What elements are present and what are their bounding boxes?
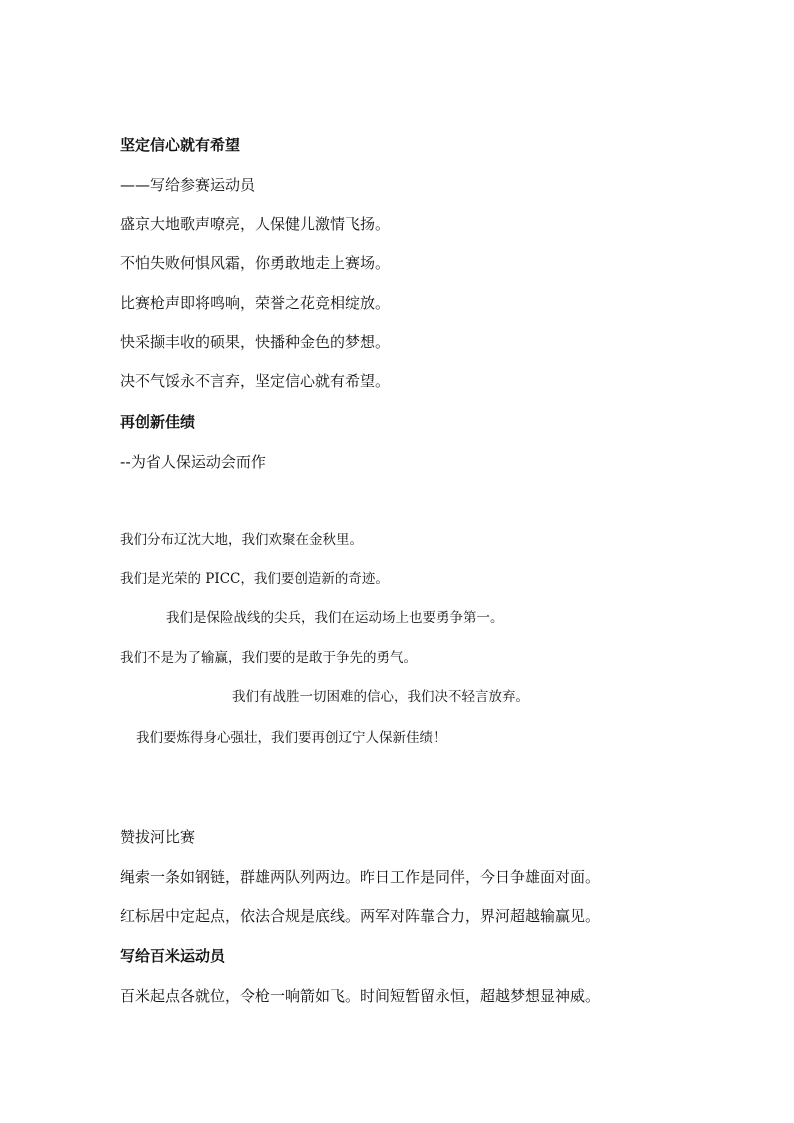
poem1-line: 不怕失败何惧风霜，你勇敢地走上赛场。 — [120, 254, 391, 272]
poem1-line: 比赛枪声即将鸣响，荣誉之花竞相绽放。 — [120, 294, 391, 312]
poem3-line: 绳索一条如钢链，群雄两队列两边。昨日工作是同伴，今日争雄面对面。 — [120, 868, 601, 886]
poem2-line: 我们不是为了输赢，我们要的是敢于争先的勇气。 — [120, 650, 417, 666]
poem3-line: 红标居中定起点，依法合规是底线。两军对阵靠合力，界河超越输赢见。 — [120, 907, 601, 925]
poem4-line: 百米起点各就位，令枪一响箭如飞。时间短暂留永恒，超越梦想显神威。 — [120, 987, 601, 1005]
poem2-line: 我们要炼得身心强壮，我们要再创辽宁人保新佳绩！ — [136, 730, 447, 746]
poem1-line: 盛京大地歌声嘹亮，人保健儿激情飞扬。 — [120, 215, 391, 233]
poem1-line: 快采撷丰收的硕果，快播种金色的梦想。 — [120, 333, 391, 351]
poem2-line: 我们是保险战线的尖兵，我们在运动场上也要勇争第一。 — [166, 610, 504, 626]
poem1-line: 决不气馁永不言弃，坚定信心就有希望。 — [120, 372, 391, 390]
poem3-title: 赞拔河比赛 — [120, 828, 196, 846]
poem4-title: 写给百米运动员 — [120, 947, 226, 965]
poem1-title: 坚定信心就有希望 — [120, 136, 241, 154]
poem2-line: 我们分布辽沈大地，我们欢聚在金秋里。 — [120, 532, 363, 548]
poem2-line: 我们有战胜一切困难的信心，我们决不轻言放弃。 — [232, 689, 529, 705]
poem2-subtitle: --为省人保运动会而作 — [120, 453, 266, 471]
poem2-title: 再创新佳绩 — [120, 413, 196, 431]
poem1-subtitle: ——写给参赛运动员 — [120, 176, 256, 194]
poem2-line: 我们是光荣的 PICC，我们要创造新的奇迹。 — [120, 571, 389, 587]
